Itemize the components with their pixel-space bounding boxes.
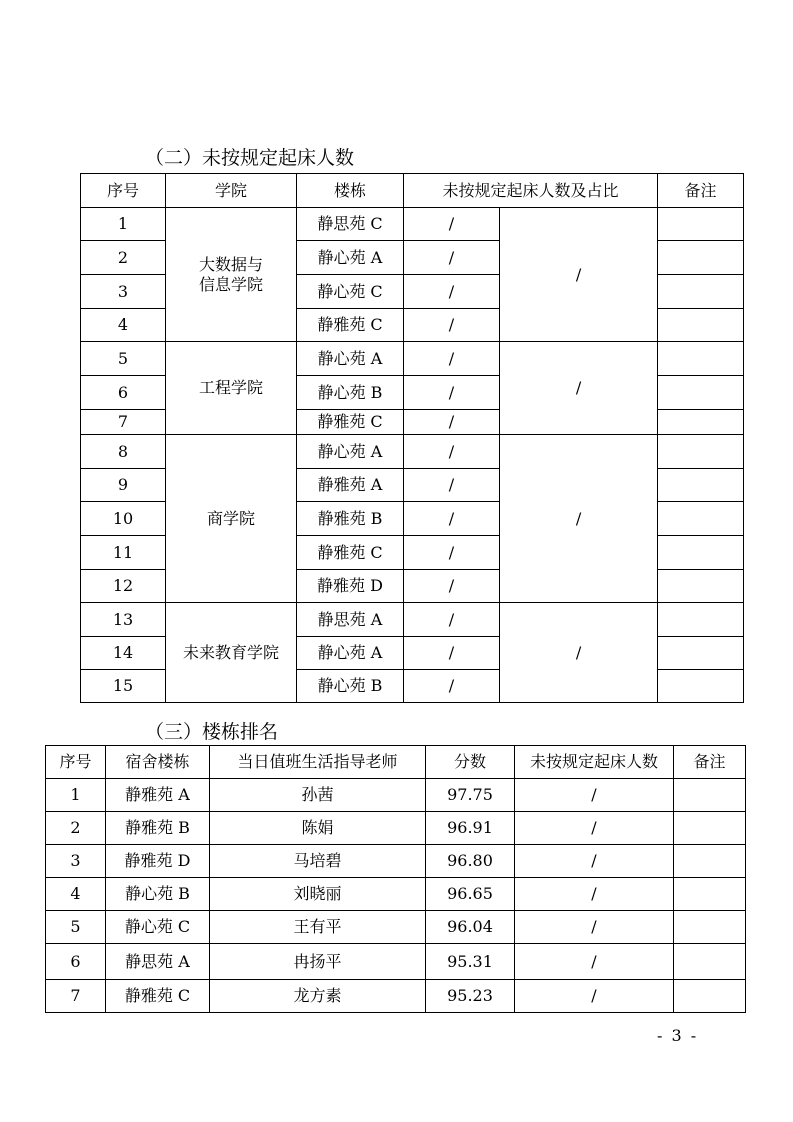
building-cell: 静心苑 C: [106, 911, 210, 944]
remark-cell: [658, 208, 744, 241]
row-number-cell: 10: [81, 502, 166, 536]
remark-cell: [674, 812, 746, 845]
row-number-cell: 9: [81, 469, 166, 502]
share-cell: /: [500, 208, 658, 342]
share-cell: /: [500, 342, 658, 435]
row-number-cell: 1: [46, 779, 106, 812]
row-number-cell: 13: [81, 603, 166, 637]
remark-cell: [658, 376, 744, 410]
remark-cell: [658, 469, 744, 502]
row-number-cell: 6: [81, 376, 166, 410]
header-cell: 宿舍楼栋: [106, 746, 210, 779]
header-cell: 未按规定起床人数: [515, 746, 674, 779]
row-number-cell: 3: [81, 275, 166, 309]
table-row: [81, 208, 744, 241]
table-row: [46, 878, 746, 911]
table-header-row: [46, 746, 746, 779]
share-cell: /: [500, 603, 658, 703]
count-cell: /: [404, 570, 500, 603]
row-number-cell: 14: [81, 637, 166, 670]
score-cell: 96.65: [426, 878, 515, 911]
count-cell: /: [404, 536, 500, 570]
remark-cell: [658, 435, 744, 469]
score-cell: 96.91: [426, 812, 515, 845]
building-cell: 静雅苑 C: [297, 410, 404, 435]
remark-cell: [674, 944, 746, 980]
row-number-cell: 8: [81, 435, 166, 469]
table-row: [81, 342, 744, 376]
score-cell: 96.80: [426, 845, 515, 878]
row-number-cell: 7: [46, 980, 106, 1013]
teacher-cell: 王有平: [210, 911, 426, 944]
count-cell: /: [515, 944, 674, 980]
building-cell: 静雅苑 D: [106, 845, 210, 878]
building-cell: 静雅苑 C: [297, 309, 404, 342]
table-row: [46, 845, 746, 878]
building-cell: 静心苑 C: [297, 275, 404, 309]
college-cell: 未来教育学院: [166, 603, 297, 703]
header-cell: 当日值班生活指导老师: [210, 746, 426, 779]
row-number-cell: 3: [46, 845, 106, 878]
score-cell: 95.31: [426, 944, 515, 980]
teacher-cell: 陈娟: [210, 812, 426, 845]
college-cell: 商学院: [166, 435, 297, 603]
remark-cell: [658, 603, 744, 637]
building-cell: 静雅苑 C: [297, 536, 404, 570]
count-cell: /: [404, 410, 500, 435]
count-cell: /: [404, 208, 500, 241]
row-number-cell: 2: [81, 241, 166, 275]
count-cell: /: [404, 309, 500, 342]
remark-cell: [658, 570, 744, 603]
count-cell: /: [515, 812, 674, 845]
count-cell: /: [515, 845, 674, 878]
building-cell: 静雅苑 D: [297, 570, 404, 603]
count-cell: /: [404, 637, 500, 670]
section-heading: （二）未按规定起床人数: [145, 147, 355, 169]
table-row: [46, 812, 746, 845]
count-cell: /: [515, 911, 674, 944]
building-cell: 静心苑 B: [297, 670, 404, 703]
table-header-row: [81, 174, 744, 208]
remark-cell: [658, 241, 744, 275]
teacher-cell: 孙茜: [210, 779, 426, 812]
header-cell: 楼栋: [297, 174, 404, 208]
header-cell: 序号: [81, 174, 166, 208]
remark-cell: [674, 980, 746, 1013]
row-number-cell: 15: [81, 670, 166, 703]
remark-cell: [674, 911, 746, 944]
score-cell: 96.04: [426, 911, 515, 944]
row-number-cell: 5: [46, 911, 106, 944]
row-number-cell: 7: [81, 410, 166, 435]
header-cell: 未按规定起床人数及占比: [404, 174, 658, 208]
count-cell: /: [404, 469, 500, 502]
remark-cell: [658, 502, 744, 536]
remark-cell: [674, 845, 746, 878]
remark-cell: [674, 779, 746, 812]
building-cell: 静雅苑 A: [106, 779, 210, 812]
teacher-cell: 刘晓丽: [210, 878, 426, 911]
remark-cell: [674, 878, 746, 911]
row-number-cell: 6: [46, 944, 106, 980]
building-ranking-table: [45, 745, 746, 1013]
row-number-cell: 4: [81, 309, 166, 342]
building-cell: 静心苑 A: [297, 637, 404, 670]
remark-cell: [658, 637, 744, 670]
count-cell: /: [404, 502, 500, 536]
building-cell: 静雅苑 B: [106, 812, 210, 845]
building-cell: 静思苑 A: [106, 944, 210, 980]
count-cell: /: [515, 980, 674, 1013]
row-number-cell: 4: [46, 878, 106, 911]
header-cell: 序号: [46, 746, 106, 779]
count-cell: /: [404, 241, 500, 275]
building-cell: 静心苑 B: [297, 376, 404, 410]
header-cell: 分数: [426, 746, 515, 779]
teacher-cell: 龙方素: [210, 980, 426, 1013]
building-cell: 静心苑 A: [297, 342, 404, 376]
building-cell: 静雅苑 B: [297, 502, 404, 536]
remark-cell: [658, 670, 744, 703]
count-cell: /: [404, 435, 500, 469]
row-number-cell: 12: [81, 570, 166, 603]
row-number-cell: 5: [81, 342, 166, 376]
table-row: [46, 944, 746, 980]
late-rising-table: [80, 173, 744, 703]
table-row: [46, 980, 746, 1013]
count-cell: /: [404, 275, 500, 309]
remark-cell: [658, 536, 744, 570]
header-cell: 学院: [166, 174, 297, 208]
count-cell: /: [404, 603, 500, 637]
row-number-cell: 1: [81, 208, 166, 241]
teacher-cell: 马培碧: [210, 845, 426, 878]
remark-cell: [658, 309, 744, 342]
count-cell: /: [404, 670, 500, 703]
page-number: - 3 -: [657, 1026, 699, 1045]
score-cell: 97.75: [426, 779, 515, 812]
remark-cell: [658, 342, 744, 376]
section-heading: （三）楼栋排名: [145, 721, 279, 743]
share-cell: /: [500, 435, 658, 603]
remark-cell: [658, 410, 744, 435]
building-cell: 静思苑 C: [297, 208, 404, 241]
row-number-cell: 2: [46, 812, 106, 845]
teacher-cell: 冉扬平: [210, 944, 426, 980]
building-cell: 静心苑 A: [297, 435, 404, 469]
building-cell: 静雅苑 C: [106, 980, 210, 1013]
building-cell: 静雅苑 A: [297, 469, 404, 502]
remark-cell: [658, 275, 744, 309]
table-row: [46, 779, 746, 812]
building-cell: 静思苑 A: [297, 603, 404, 637]
header-cell: 备注: [674, 746, 746, 779]
count-cell: /: [404, 342, 500, 376]
building-cell: 静心苑 A: [297, 241, 404, 275]
college-cell: 大数据与 信息学院: [166, 208, 297, 342]
building-cell: 静心苑 B: [106, 878, 210, 911]
table-row: [81, 435, 744, 469]
table-row: [81, 603, 744, 637]
row-number-cell: 11: [81, 536, 166, 570]
score-cell: 95.23: [426, 980, 515, 1013]
count-cell: /: [515, 878, 674, 911]
college-cell: 工程学院: [166, 342, 297, 435]
count-cell: /: [404, 376, 500, 410]
table-row: [46, 911, 746, 944]
count-cell: /: [515, 779, 674, 812]
header-cell: 备注: [658, 174, 744, 208]
